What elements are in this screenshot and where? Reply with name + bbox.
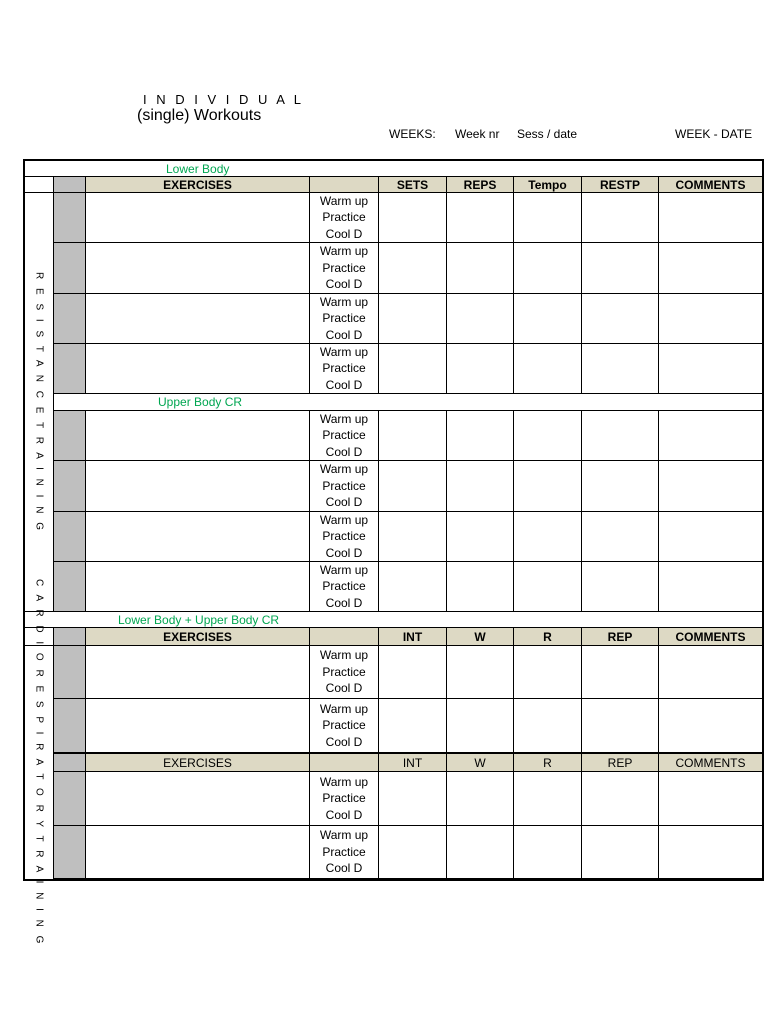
resistance-header-restp: RESTP xyxy=(582,177,659,193)
upper-body-gray-1 xyxy=(54,461,86,512)
cardio-b-value-cell[interactable] xyxy=(659,826,762,879)
section-lower-body: Lower Body xyxy=(166,162,230,176)
upper-body-value-cell[interactable] xyxy=(582,512,659,562)
upper-body-phase-cell xyxy=(310,411,379,461)
resistance-header-phase xyxy=(310,177,379,193)
phase-label: Practice xyxy=(322,361,366,376)
cardio-b-value-cell[interactable] xyxy=(379,772,447,826)
cardio-b-phase-cell xyxy=(310,826,379,879)
upper-body-value-cell[interactable] xyxy=(447,512,514,562)
section-lower-upper-cr: Lower Body + Upper Body CR xyxy=(118,613,280,627)
lower-body-value-cell[interactable] xyxy=(659,193,762,243)
cardio-b-gray-0 xyxy=(54,772,86,826)
week-nr-label: Week nr xyxy=(455,127,500,141)
phase-label: Practice xyxy=(322,664,366,679)
upper-body-value-cell[interactable] xyxy=(659,411,762,461)
cardio-a-header-gray xyxy=(54,628,86,646)
lower-body-exercise-cell[interactable] xyxy=(86,243,310,294)
phase-label: Warm up xyxy=(319,462,369,477)
upper-body-gray-2 xyxy=(54,512,86,562)
lower-body-phase-cell xyxy=(310,294,379,344)
cardio-b-value-cell[interactable] xyxy=(582,772,659,826)
upper-body-value-cell[interactable] xyxy=(659,461,762,512)
lower-body-exercise-cell[interactable] xyxy=(86,193,310,243)
lower-body-exercise-cell[interactable] xyxy=(86,294,310,344)
lower-body-value-cell[interactable] xyxy=(379,344,447,394)
lower-body-value-cell[interactable] xyxy=(447,243,514,294)
cardio-b-value-cell[interactable] xyxy=(514,772,582,826)
upper-body-value-cell[interactable] xyxy=(379,512,447,562)
lower-body-value-cell[interactable] xyxy=(582,294,659,344)
resistance-side-column xyxy=(25,193,54,612)
cardio-a-gray-0 xyxy=(54,646,86,699)
upper-body-value-cell[interactable] xyxy=(447,562,514,612)
lower-body-value-cell[interactable] xyxy=(514,344,582,394)
lower-body-value-cell[interactable] xyxy=(447,344,514,394)
cardio-b-header-phase xyxy=(310,754,379,772)
cardio-a-value-cell[interactable] xyxy=(582,699,659,753)
upper-body-value-cell[interactable] xyxy=(659,512,762,562)
upper-body-phase-cell xyxy=(310,512,379,562)
cardio-b-value-cell[interactable] xyxy=(659,772,762,826)
upper-body-value-cell[interactable] xyxy=(582,562,659,612)
cardio-b-header-comments: COMMENTS xyxy=(659,754,762,772)
cardio-a-header-w: W xyxy=(447,628,514,646)
cardio-a-value-cell[interactable] xyxy=(514,646,582,699)
phase-label: Practice xyxy=(322,428,366,443)
upper-body-value-cell[interactable] xyxy=(379,562,447,612)
cardio-b-value-cell[interactable] xyxy=(379,826,447,879)
phase-label: Practice xyxy=(322,718,366,733)
document-subtitle: (single) Workouts xyxy=(137,107,262,124)
workout-sheet xyxy=(23,159,764,947)
cardio-b-phase-cell xyxy=(310,772,379,826)
phase-label: Warm up xyxy=(319,828,369,843)
lower-body-phase-cell xyxy=(310,193,379,243)
phase-label: Cool D xyxy=(325,734,363,749)
phase-label: Cool D xyxy=(325,226,363,241)
lower-body-value-cell[interactable] xyxy=(447,294,514,344)
lower-body-value-cell[interactable] xyxy=(447,193,514,243)
cardio-b-header-rep: REP xyxy=(582,754,659,772)
phase-label: Cool D xyxy=(325,444,363,459)
resistance-header-side xyxy=(25,177,54,193)
cardio-a-value-cell[interactable] xyxy=(659,646,762,699)
resistance-header-reps: REPS xyxy=(447,177,514,193)
lower-body-value-cell[interactable] xyxy=(379,243,447,294)
lower-body-value-cell[interactable] xyxy=(514,193,582,243)
cardio-a-value-cell[interactable] xyxy=(582,646,659,699)
cardio-b-gray-1 xyxy=(54,826,86,879)
cardio-a-gray-1 xyxy=(54,699,86,753)
lower-body-gray-3 xyxy=(54,344,86,394)
lower-body-value-cell[interactable] xyxy=(659,294,762,344)
cardio-a-value-cell[interactable] xyxy=(447,646,514,699)
upper-body-exercise-cell[interactable] xyxy=(86,461,310,512)
cardio-a-header-int: INT xyxy=(379,628,447,646)
upper-body-exercise-cell[interactable] xyxy=(86,512,310,562)
cardio-a-phase-cell xyxy=(310,646,379,699)
upper-body-gray-3 xyxy=(54,562,86,612)
cardio-a-exercise-cell[interactable] xyxy=(86,699,310,753)
cardio-b-header-int: INT xyxy=(379,754,447,772)
lower-body-exercise-cell[interactable] xyxy=(86,344,310,394)
weeks-label: WEEKS: xyxy=(389,127,436,141)
upper-body-value-cell[interactable] xyxy=(582,461,659,512)
lower-body-value-cell[interactable] xyxy=(582,243,659,294)
phase-label: Warm up xyxy=(319,774,369,789)
cardio-b-value-cell[interactable] xyxy=(514,826,582,879)
cardio-side-column xyxy=(25,578,54,947)
phase-label: Cool D xyxy=(325,681,363,696)
phase-label: Warm up xyxy=(319,344,369,359)
resistance-header-tempo: Tempo xyxy=(514,177,582,193)
cardio-a-phase-cell xyxy=(310,699,379,753)
cardio-b-value-cell[interactable] xyxy=(447,772,514,826)
lower-body-value-cell[interactable] xyxy=(379,193,447,243)
upper-body-value-cell[interactable] xyxy=(379,411,447,461)
upper-body-gray-0 xyxy=(54,411,86,461)
lower-body-phase-cell xyxy=(310,344,379,394)
upper-body-value-cell[interactable] xyxy=(514,461,582,512)
lower-body-phase-cell xyxy=(310,243,379,294)
cardio-training-label: C A R D I O R E S P I R A T O R Y T R A I N I N G xyxy=(33,578,45,947)
phase-label: Cool D xyxy=(325,545,363,560)
lower-body-gray-1 xyxy=(54,243,86,294)
upper-body-value-cell[interactable] xyxy=(514,512,582,562)
cardio-a-header-rep: REP xyxy=(582,628,659,646)
phase-label: Practice xyxy=(322,579,366,594)
phase-label: Practice xyxy=(322,791,366,806)
cardio-a-exercise-cell[interactable] xyxy=(86,646,310,699)
phase-label: Practice xyxy=(322,311,366,326)
cardio-a-value-cell[interactable] xyxy=(379,646,447,699)
phase-label: Practice xyxy=(322,529,366,544)
phase-label: Warm up xyxy=(319,512,369,527)
cardio-b-exercise-cell[interactable] xyxy=(86,826,310,879)
resistance-header-gray xyxy=(54,177,86,193)
cardio-a-value-cell[interactable] xyxy=(379,699,447,753)
upper-body-value-cell[interactable] xyxy=(582,411,659,461)
lower-body-value-cell[interactable] xyxy=(514,243,582,294)
cardio-b-header-w: W xyxy=(447,754,514,772)
upper-body-value-cell[interactable] xyxy=(659,562,762,612)
upper-body-phase-cell xyxy=(310,461,379,512)
cardio-a-value-cell[interactable] xyxy=(659,699,762,753)
lower-body-value-cell[interactable] xyxy=(659,243,762,294)
lower-body-value-cell[interactable] xyxy=(582,193,659,243)
phase-label: Practice xyxy=(322,260,366,275)
upper-body-value-cell[interactable] xyxy=(447,411,514,461)
upper-body-value-cell[interactable] xyxy=(514,562,582,612)
week-date-label: WEEK - DATE xyxy=(675,127,753,141)
cardio-a-header-phase xyxy=(310,628,379,646)
upper-body-value-cell[interactable] xyxy=(514,411,582,461)
upper-body-value-cell[interactable] xyxy=(379,461,447,512)
cardio-a-header-exercises: EXERCISES xyxy=(86,628,310,646)
phase-label: Warm up xyxy=(319,701,369,716)
resistance-header-comments: COMMENTS xyxy=(659,177,762,193)
session-date-label: Sess / date xyxy=(517,127,578,141)
resistance-header-sets: SETS xyxy=(379,177,447,193)
cardio-a-header-r: R xyxy=(514,628,582,646)
document-title: I N D I V I D U A L xyxy=(143,92,305,107)
phase-label: Practice xyxy=(322,478,366,493)
upper-body-phase-cell xyxy=(310,562,379,612)
phase-label: Warm up xyxy=(319,193,369,208)
phase-label: Cool D xyxy=(325,595,363,610)
upper-body-exercise-cell[interactable] xyxy=(86,562,310,612)
cardio-b-header-r: R xyxy=(514,754,582,772)
lower-body-gray-0 xyxy=(54,193,86,243)
phase-label: Practice xyxy=(322,210,366,225)
resistance-header-exercises: EXERCISES xyxy=(86,177,310,193)
phase-label: Warm up xyxy=(319,648,369,663)
cardio-b-header-exercises: EXERCISES xyxy=(86,754,310,772)
resistance-training-label: R E S I S T A N C E T R A I N I N G xyxy=(33,271,45,533)
lower-body-value-cell[interactable] xyxy=(514,294,582,344)
phase-label: Cool D xyxy=(325,807,363,822)
lower-body-value-cell[interactable] xyxy=(659,344,762,394)
phase-label: Cool D xyxy=(325,327,363,342)
upper-body-value-cell[interactable] xyxy=(447,461,514,512)
cardio-b-value-cell[interactable] xyxy=(447,826,514,879)
cardio-b-header-gray xyxy=(54,754,86,772)
phase-label: Warm up xyxy=(319,244,369,259)
phase-label: Cool D xyxy=(325,377,363,392)
lower-body-value-cell[interactable] xyxy=(582,344,659,394)
phase-label: Practice xyxy=(322,844,366,859)
upper-body-exercise-cell[interactable] xyxy=(86,411,310,461)
lower-body-gray-2 xyxy=(54,294,86,344)
phase-label: Warm up xyxy=(319,294,369,309)
phase-label: Cool D xyxy=(325,861,363,876)
cardio-b-exercise-cell[interactable] xyxy=(86,772,310,826)
cardio-a-value-cell[interactable] xyxy=(447,699,514,753)
lower-body-value-cell[interactable] xyxy=(379,294,447,344)
cardio-a-value-cell[interactable] xyxy=(514,699,582,753)
phase-label: Warm up xyxy=(319,411,369,426)
phase-label: Cool D xyxy=(325,277,363,292)
cardio-b-value-cell[interactable] xyxy=(582,826,659,879)
phase-label: Warm up xyxy=(319,562,369,577)
section-upper-body: Upper Body CR xyxy=(158,395,243,409)
phase-label: Cool D xyxy=(325,495,363,510)
cardio-a-header-comments: COMMENTS xyxy=(659,628,762,646)
